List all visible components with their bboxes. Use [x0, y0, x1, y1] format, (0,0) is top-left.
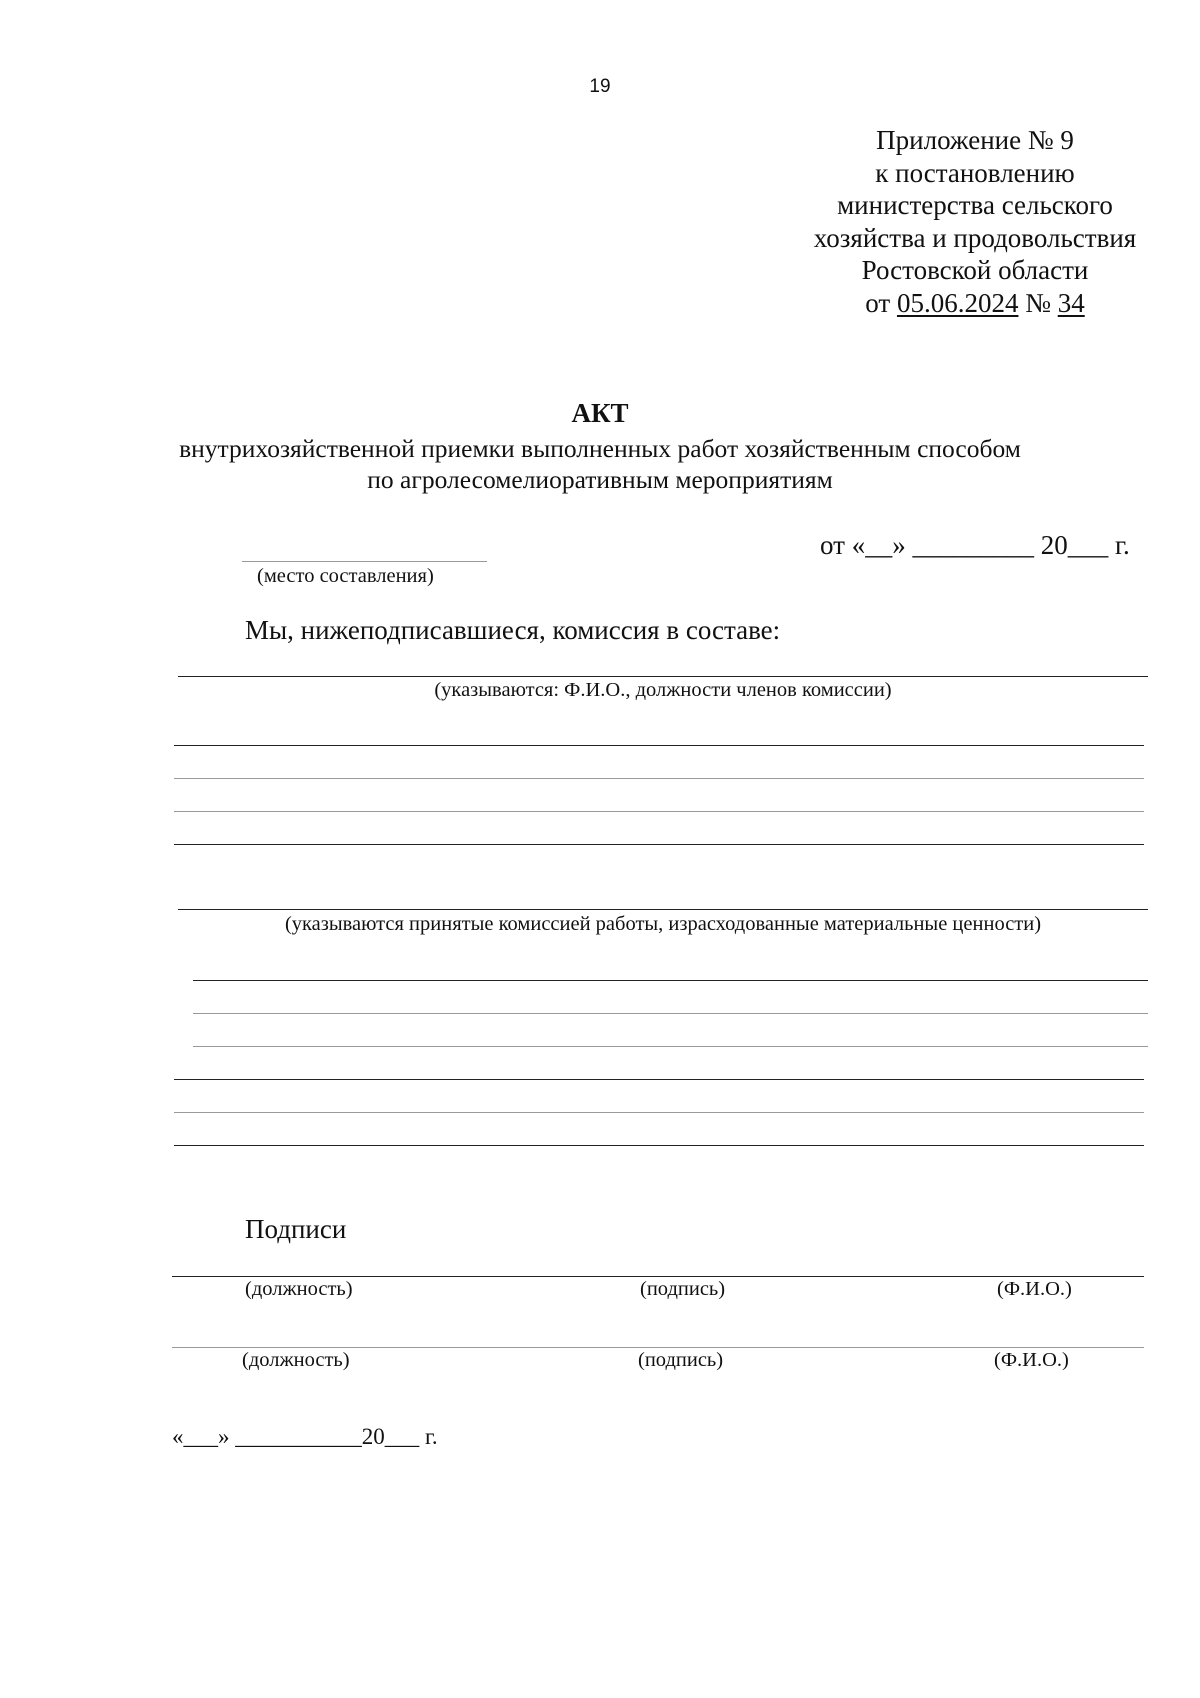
blank-line[interactable] [193, 1046, 1148, 1047]
act-subtitle-line-1: внутрихозяйственной приемки выполненных работ хозяйственным способом [179, 434, 1021, 463]
position-caption-1: (должность) [245, 1278, 353, 1300]
blank-line[interactable] [174, 1079, 1144, 1080]
date-prefix: от [865, 287, 891, 318]
signature-caption-2: (подпись) [638, 1349, 724, 1371]
signature-caption-1: (подпись) [640, 1278, 726, 1300]
appendix-line-2: к постановлению [875, 157, 1075, 188]
signature-line-2[interactable] [172, 1347, 1144, 1348]
signatures-heading: Подписи [245, 1214, 347, 1244]
act-subtitle-line-2: по агролесомелиоративным мероприятиям [367, 465, 833, 494]
number-sign: № [1025, 287, 1051, 318]
act-title: АКТ [571, 398, 629, 428]
commission-line[interactable] [178, 676, 1148, 677]
act-subtitle [0, 433, 1200, 495]
place-blank-line[interactable] [242, 561, 487, 562]
blank-line[interactable] [174, 844, 1144, 845]
works-caption: (указываются принятые комиссией работы, израсходованные материальные ценности) [284, 913, 1042, 935]
works-line[interactable] [178, 909, 1148, 910]
appendix-line-1: Приложение № 9 [876, 125, 1074, 155]
commission-caption: (указываются: Ф.И.О., должности членов комиссии) [434, 679, 892, 701]
appendix-date-line [730, 287, 1200, 320]
appendix-line-5: Ростовской области [861, 255, 1089, 286]
blank-line[interactable] [193, 1013, 1148, 1014]
resolution-date: 05.06.2024 [896, 287, 1019, 318]
blank-line[interactable] [174, 1145, 1144, 1146]
blank-line[interactable] [174, 811, 1144, 812]
place-caption: (место составления) [257, 565, 434, 587]
blank-line[interactable] [193, 980, 1148, 981]
act-date-line[interactable]: от «__» _________ 20___ г. [820, 530, 1130, 560]
blank-line[interactable] [174, 778, 1144, 779]
commission-intro: Мы, нижеподписавшиеся, комиссия в составе: [245, 615, 781, 645]
name-caption-2: (Ф.И.О.) [994, 1349, 1069, 1371]
page-number: 19 [589, 76, 611, 97]
appendix-line-3: министерства сельского [837, 190, 1113, 221]
blank-line[interactable] [174, 745, 1144, 746]
appendix-header [730, 124, 1200, 320]
name-caption-1: (Ф.И.О.) [997, 1278, 1072, 1300]
position-caption-2: (должность) [242, 1349, 350, 1371]
resolution-number: 34 [1057, 287, 1085, 318]
signature-line-1[interactable] [172, 1276, 1144, 1277]
blank-line[interactable] [174, 1112, 1144, 1113]
appendix-line-4: хозяйства и продовольствия [813, 222, 1137, 253]
final-date-line[interactable]: «___» ___________20___ г. [172, 1424, 438, 1449]
